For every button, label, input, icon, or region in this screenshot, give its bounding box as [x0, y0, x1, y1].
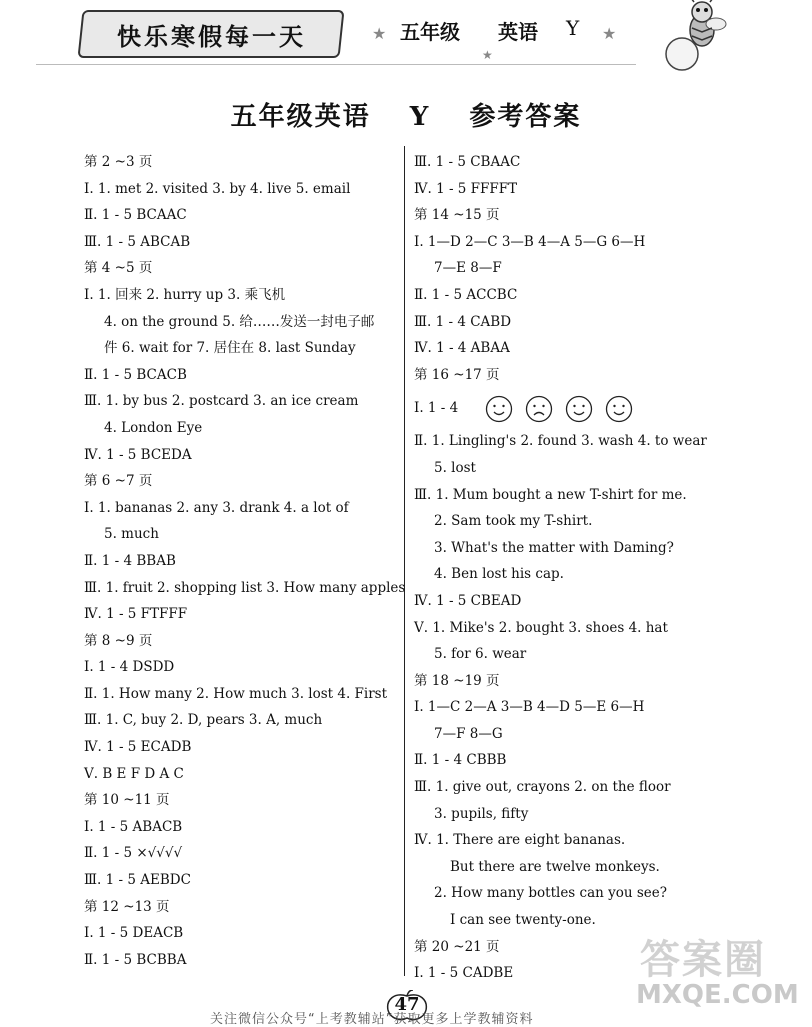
answer-line: 3. pupils, fifty [434, 805, 529, 822]
faces-answer-label: Ⅰ. 1 - 4 [414, 400, 459, 417]
answer-line: 4. on the ground 5. 给……发送一封电子邮 [104, 313, 375, 330]
answer-line: 7—F 8—G [434, 725, 503, 742]
answer-line: 第 4 ~5 页 [84, 260, 153, 277]
smiley-face-icon [605, 395, 633, 423]
answer-line: 件 6. wait for 7. 居住在 8. last Sunday [104, 340, 356, 357]
answer-line: Ⅱ. 1. How many 2. How much 3. lost 4. First [84, 685, 388, 702]
answer-line: Ⅲ. 1 - 4 CABD [414, 313, 512, 330]
answer-line: Ⅱ. 1 - 5 ACCBC [414, 286, 518, 303]
answer-line: 第 2 ~3 页 [84, 154, 153, 170]
answer-line: Ⅴ. 1. Mike's 2. bought 3. shoes 4. hat [414, 619, 668, 636]
watermark [636, 928, 806, 1018]
answer-line: Ⅱ. 1 - 5 BCACB [84, 366, 187, 383]
page-header [0, 0, 812, 72]
answer-line: Ⅳ. 1 - 5 FFFFT [414, 180, 518, 197]
answer-line: Ⅳ. 1 - 4 ABAA [414, 340, 510, 357]
answer-line: 5. lost [434, 459, 476, 476]
answer-line: Ⅱ. 1 - 4 CBBB [414, 752, 507, 769]
answer-line: Ⅲ. 1. fruit 2. shopping list 3. How many apples [84, 579, 406, 596]
smiley-face-icon [485, 395, 513, 423]
mascot-bee-icon [636, 0, 732, 72]
star-icon: ★ [482, 48, 493, 62]
smiley-face-icon [565, 395, 593, 423]
answer-line: Ⅰ. 1 - 4 DSDD [84, 659, 175, 676]
answer-line: 2. How many bottles can you see? [434, 885, 668, 902]
answer-line: 第 18 ~19 页 [414, 672, 500, 689]
answer-line: 4. London Eye [104, 419, 203, 436]
page-number: 47 [394, 994, 420, 1015]
title-suffix: 参考答案 [469, 102, 582, 132]
answer-line: Ⅲ. 1. give out, crayons 2. on the floor [414, 779, 671, 796]
answer-line: Ⅱ. 1 - 4 BBAB [84, 552, 176, 569]
answer-line: Ⅴ. B E F D A C [84, 765, 184, 782]
answer-line: Ⅲ. 1. C, buy 2. D, pears 3. A, much [84, 712, 323, 729]
answer-line: 第 10 ~11 页 [84, 792, 170, 809]
series-banner [77, 10, 344, 58]
answer-line: Ⅳ. 1 - 5 ECADB [84, 739, 192, 756]
answers-left-column [84, 149, 406, 973]
watermark-logo-text: 答案圈 [640, 937, 766, 983]
star-icon: ★ [372, 24, 387, 43]
answer-line: 7—E 8—F [434, 260, 502, 277]
sad-face-icon [525, 395, 553, 423]
watermark-url: MXQE.COM [636, 980, 799, 1010]
header-subject: 英语 [498, 20, 538, 44]
answer-line: Ⅲ. 1 - 5 AEBDC [84, 872, 191, 889]
header-rule [36, 64, 636, 65]
answer-line: Ⅳ. 1. There are eight bananas. [414, 832, 626, 849]
answer-line: Ⅰ. 1—C 2—A 3—B 4—D 5—E 6—H [414, 699, 645, 716]
answer-line: Ⅳ. 1 - 5 FTFFF [84, 606, 188, 623]
answer-line: But there are twelve monkeys. [450, 858, 660, 875]
answer-line: 3. What's the matter with Daming? [434, 539, 674, 556]
page-title [0, 96, 812, 133]
answer-line: Ⅰ. 1—D 2—C 3—B 4—A 5—G 6—H [414, 233, 646, 250]
answer-line: 第 6 ~7 页 [84, 473, 153, 490]
answers-right-column [414, 149, 734, 987]
answer-line: Ⅲ. 1. by bus 2. postcard 3. an ice cream [84, 393, 359, 410]
answer-line: Ⅰ. 1 - 5 ABACB [84, 818, 183, 835]
answer-line: 5. for 6. wear [434, 646, 527, 663]
answer-line: Ⅰ. 1 - 5 CADBE [414, 965, 514, 982]
header-grade: 五年级 [400, 20, 460, 44]
answer-line: Ⅲ. 1 - 5 ABCAB [84, 233, 191, 250]
answer-line: I can see twenty-one. [450, 912, 596, 929]
answer-line: 第 12 ~13 页 [84, 898, 170, 915]
answer-line: 2. Sam took my T-shirt. [434, 513, 593, 530]
answer-line: 第 20 ~21 页 [414, 938, 500, 955]
answer-line: Ⅱ. 1 - 5 ×√√√√ [84, 845, 183, 862]
answer-line: Ⅳ. 1 - 5 CBEAD [414, 592, 522, 609]
star-icon: ★ [602, 24, 617, 43]
answer-line: Ⅲ. 1. Mum bought a new T-shirt for me. [414, 486, 687, 503]
answer-line: 第 16 ~17 页 [414, 366, 500, 383]
footer-note: 关注微信公众号“上考教辅站”获取更多上学教辅资料 [210, 1012, 534, 1027]
answer-line: Ⅰ. 1. bananas 2. any 3. drank 4. a lot of [84, 499, 349, 516]
answer-line: Ⅰ. 1. 回来 2. hurry up 3. 乘飞机 [84, 286, 286, 303]
answer-line: 4. Ben lost his cap. [434, 566, 564, 583]
answers-right-bottom [414, 428, 734, 986]
answers-right-top [414, 149, 734, 388]
faces-answer-row [414, 388, 734, 428]
title-edition: Y [409, 102, 431, 132]
answer-line: Ⅰ. 1 - 5 DEACB [84, 925, 184, 942]
answer-line: 第 14 ~15 页 [414, 207, 500, 224]
answer-line: Ⅰ. 1. met 2. visited 3. by 4. live 5. email [84, 180, 351, 197]
answer-line: Ⅱ. 1. Lingling's 2. found 3. wash 4. to wear [414, 433, 707, 450]
column-divider [404, 146, 405, 976]
header-edition: Y [566, 16, 580, 40]
answer-line: Ⅲ. 1 - 5 CBAAC [414, 154, 521, 170]
answer-line: 第 8 ~9 页 [84, 632, 153, 649]
faces-answer-group [485, 395, 633, 423]
answer-line: Ⅱ. 1 - 5 BCAAC [84, 207, 187, 224]
answer-line: Ⅳ. 1 - 5 BCEDA [84, 446, 192, 463]
answer-line: Ⅱ. 1 - 5 BCBBA [84, 951, 187, 968]
title-main: 五年级英语 [230, 102, 371, 132]
answer-line: 5. much [104, 526, 159, 543]
series-banner-text: 快乐寒假每一天 [116, 22, 306, 51]
